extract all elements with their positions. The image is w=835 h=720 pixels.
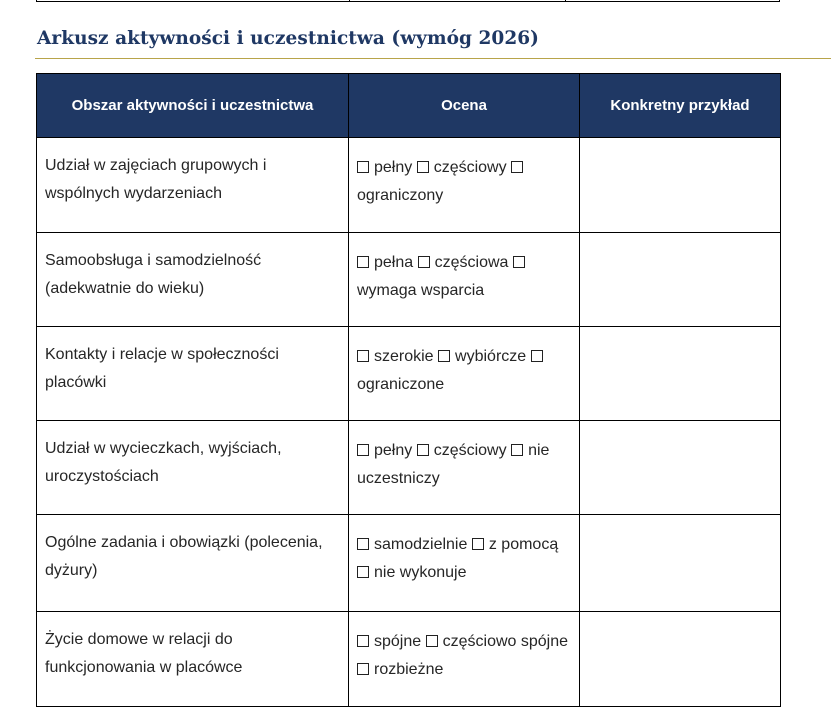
checkbox-label: nie uczestniczy (357, 442, 550, 487)
checkbox-label: pełny (374, 159, 413, 176)
checkbox[interactable] (426, 635, 438, 647)
area-cell: Udział w wycieczkach, wyjściach, uroczystościach (37, 421, 349, 515)
table-header-row (37, 74, 781, 138)
column-divider (565, 0, 566, 2)
area-cell: Ogólne zadania i obowiązki (polecenia, dyżury) (37, 515, 349, 612)
rating-cell (349, 421, 580, 515)
checkbox-label: szerokie (374, 348, 434, 365)
title-underline (35, 58, 831, 59)
checkbox-label: ograniczone (357, 376, 445, 393)
rating-cell (349, 233, 580, 327)
example-cell[interactable] (580, 515, 781, 612)
checkbox-label: pełny (374, 442, 413, 459)
table-row (37, 421, 781, 515)
checkbox-label: pełna (374, 254, 414, 271)
checkbox[interactable] (357, 566, 369, 578)
checkbox-label: wybiórcze (455, 348, 527, 365)
table-row (37, 515, 781, 612)
checkbox[interactable] (357, 161, 369, 173)
checkbox[interactable] (357, 444, 369, 456)
checkbox-label: częściowo spójne (442, 633, 569, 650)
column-divider (349, 0, 350, 2)
example-cell[interactable] (580, 138, 781, 233)
area-cell: Życie domowe w relacji do funkcjonowania w placówce (37, 612, 349, 707)
checkbox-label: nie wykonuje (374, 564, 467, 581)
checkbox-label: ograniczony (357, 187, 444, 204)
checkbox[interactable] (531, 350, 543, 362)
rating-cell (349, 327, 580, 421)
activity-participation-table (36, 73, 781, 707)
checkbox[interactable] (357, 635, 369, 647)
checkbox[interactable] (357, 538, 369, 550)
checkbox-label: częściowy (433, 442, 507, 459)
checkbox[interactable] (511, 161, 523, 173)
checkbox-label: częściowy (433, 159, 507, 176)
rating-cell (349, 138, 580, 233)
table-row (37, 233, 781, 327)
checkbox[interactable] (357, 256, 369, 268)
example-cell[interactable] (580, 612, 781, 707)
checkbox-label: z pomocą (488, 536, 559, 553)
checkbox-label: spójne (374, 633, 422, 650)
rating-cell (349, 612, 580, 707)
checkbox-label: rozbieżne (374, 661, 444, 678)
checkbox[interactable] (513, 256, 525, 268)
section-title: Arkusz aktywności i uczestnictwa (wymóg 2026) (37, 28, 539, 49)
checkbox[interactable] (472, 538, 484, 550)
example-cell[interactable] (580, 233, 781, 327)
checkbox[interactable] (357, 350, 369, 362)
table-row (37, 138, 781, 233)
area-cell: Udział w zajęciach grupowych i wspólnych wydarzeniach (37, 138, 349, 233)
example-cell[interactable] (580, 327, 781, 421)
table-row (37, 327, 781, 421)
checkbox[interactable] (357, 663, 369, 675)
example-cell[interactable] (580, 421, 781, 515)
checkbox[interactable] (511, 444, 523, 456)
previous-table-bottom-edge (36, 0, 780, 2)
checkbox-label: samodzielnie (374, 536, 468, 553)
checkbox[interactable] (438, 350, 450, 362)
table-row (37, 612, 781, 707)
column-header-area: Obszar aktywności i uczestnictwa (37, 74, 349, 138)
area-cell: Kontakty i relacje w społeczności placówki (37, 327, 349, 421)
checkbox-label: częściowa (434, 254, 509, 271)
checkbox[interactable] (417, 161, 429, 173)
area-cell: Samoobsługa i samodzielność (adekwatnie do wieku) (37, 233, 349, 327)
rating-cell (349, 515, 580, 612)
column-header-rating: Ocena (349, 74, 580, 138)
checkbox-label: wymaga wsparcia (357, 282, 485, 299)
column-header-example: Konkretny przykład (580, 74, 781, 138)
checkbox[interactable] (418, 256, 430, 268)
checkbox[interactable] (417, 444, 429, 456)
